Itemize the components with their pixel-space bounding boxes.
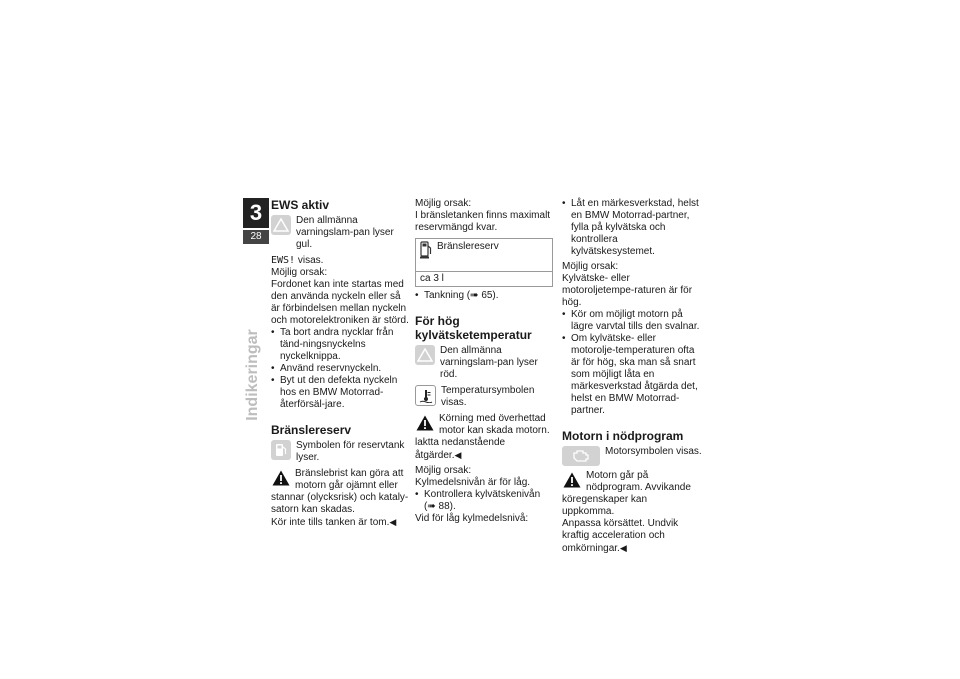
ews-cause-heading: Möjlig orsak:	[271, 267, 328, 278]
list-item: • Kör om möjligt motorn på lägre varvtal tills den svalnar.	[562, 309, 702, 333]
ews-display-line	[271, 255, 409, 267]
coolant-warning-row	[415, 345, 553, 381]
emergency-symbol-text: Motorsymbolen visas.	[605, 446, 702, 457]
fuel-cause-heading: Möjlig orsak:	[415, 198, 472, 209]
emergency-advice-text: Anpassa körsättet. Undvik kraftig acceleration och omkörningar.	[562, 518, 679, 554]
coolant-temperature-icon	[415, 385, 436, 406]
coolant-symbol-row	[415, 385, 553, 409]
emergency-symbol-row	[562, 446, 702, 466]
warning-triangle-icon	[562, 470, 582, 490]
column-2	[415, 198, 553, 525]
emergency-warning-text: Motorn går på nödprogram. Avvikande köregenskaper kan uppkomma.	[562, 470, 691, 517]
list-item: • Byt ut den defekta nyckeln hos en BMW Motorrad-återförsäl-jare.	[271, 375, 409, 411]
arrow-right-icon: ➠	[427, 501, 436, 512]
fuel-refuel-list	[415, 290, 553, 302]
ews-warning-row	[271, 215, 409, 251]
fuel-reserve-table-head	[416, 239, 552, 272]
fuel-reserve-icon	[420, 241, 432, 269]
coolant-title: För hög kylvätsketemperatur	[415, 314, 532, 342]
emergency-warning-block	[562, 470, 702, 518]
coolant-caution-line	[415, 437, 553, 462]
end-mark-icon: ◀	[389, 517, 397, 527]
refuel-text: Tankning (	[424, 290, 471, 301]
coolant-caution-tail: laktta nedanstående åtgärder.	[415, 437, 506, 461]
warning-triangle-icon	[415, 413, 435, 433]
general-warning-icon	[415, 345, 435, 365]
ews-action-list	[271, 327, 409, 411]
chapter-label-text: Indikeringar	[244, 329, 261, 421]
list-item: • Använd reservnyckeln.	[271, 363, 409, 375]
list-item	[415, 290, 553, 302]
coolant-cause2-text: Vid för låg kylmedelsnivå:	[415, 513, 529, 524]
ews-title: EWS aktiv	[271, 198, 330, 212]
chapter-label	[238, 329, 268, 421]
chapter-number: 3	[243, 198, 269, 228]
fuel-title: Bränslereserv	[271, 423, 352, 437]
list-item: • Kontrollera kylvätskenivån (➠ 88).	[415, 489, 553, 513]
emergency-advice-line	[562, 518, 702, 555]
ews-warning-text: Den allmänna varningslam-pan lyser gul.	[296, 215, 394, 250]
refuel-page-link[interactable]: 65).	[481, 290, 499, 301]
ews-display-suffix: visas.	[295, 255, 324, 266]
fuel-reserve-label: Bränslereserv	[437, 241, 499, 252]
warning-triangle-icon	[271, 468, 291, 488]
coolant-cause3-heading: Möjlig orsak:	[562, 261, 619, 272]
engine-icon	[562, 446, 600, 466]
fuel-advice-text: Kör inte tills tanken är tom.	[271, 517, 390, 528]
general-warning-icon	[271, 215, 291, 235]
coolant-workshop-list	[562, 198, 702, 258]
fuel-symbol-text: Symbolen för reservtank lyser.	[296, 440, 405, 463]
arrow-right-icon: ➠	[470, 290, 479, 301]
ews-display-code: EWS!	[271, 255, 296, 266]
column-1	[271, 198, 409, 529]
fuel-warning-block	[271, 468, 409, 516]
end-mark-icon: ◀	[454, 450, 462, 460]
coolant-cause3-text: Kylvätske- eller motoroljetempe-raturen är för hög.	[562, 273, 693, 308]
end-mark-icon: ◀	[619, 543, 627, 553]
coolant-action-list	[562, 309, 702, 417]
fuel-reserve-value: ca 3 l	[420, 273, 444, 284]
coolant-caution-text: Körning med överhettad motor kan skada motorn.	[439, 413, 550, 436]
list-item: • Om kylvätske- eller motorolje-temperaturen ofta är för hög, ska man så snart som möjligt låta en märkesverkstad åtgärda det, helst en BMW Motorrad-partner.	[562, 333, 702, 417]
fuel-advice-line	[271, 516, 409, 529]
coolant-cause1-text: Kylmedelsnivån är för låg.	[415, 477, 531, 488]
coolant-caution-block	[415, 413, 553, 437]
check-item-text: Kontrollera kylvätskenivån	[424, 489, 541, 500]
fuel-symbol-row	[271, 440, 409, 464]
fuel-cause-text: I bränsletanken finns maximalt reservmängd kvar.	[415, 210, 551, 233]
fuel-warning-text: Bränslebrist kan göra att motorn går ojämnt eller stannar (olycksrisk) och kataly-satorn kan skadas.	[271, 468, 409, 515]
coolant-check-list	[415, 489, 553, 513]
coolant-symbol-text: Temperatursymbolen visas.	[441, 385, 535, 408]
coolant-warning-text: Den allmänna varningslam-pan lyser röd.	[440, 345, 538, 380]
ews-cause-text: Fordonet kan inte startas med den använda nyckeln eller så är förbindelsen mellan nyckeln och motorelektroniken är störd.	[271, 279, 409, 326]
check-page-link[interactable]: 88).	[438, 501, 456, 512]
page-number: 28	[243, 230, 269, 244]
column-3	[562, 198, 702, 555]
fuel-pump-icon	[271, 440, 291, 460]
fuel-reserve-table	[415, 238, 553, 287]
chapter-tab	[243, 198, 269, 244]
list-item: • Ta bort andra nycklar från tänd-ningsnyckelns nyckelknippa.	[271, 327, 409, 363]
list-item: • Låt en märkesverkstad, helst en BMW Motorrad-partner, fylla på kylvätska och kontrollera kylvätskesystemet.	[562, 198, 702, 258]
coolant-cause1-heading: Möjlig orsak:	[415, 465, 472, 476]
emergency-title: Motorn i nödprogram	[562, 429, 684, 443]
